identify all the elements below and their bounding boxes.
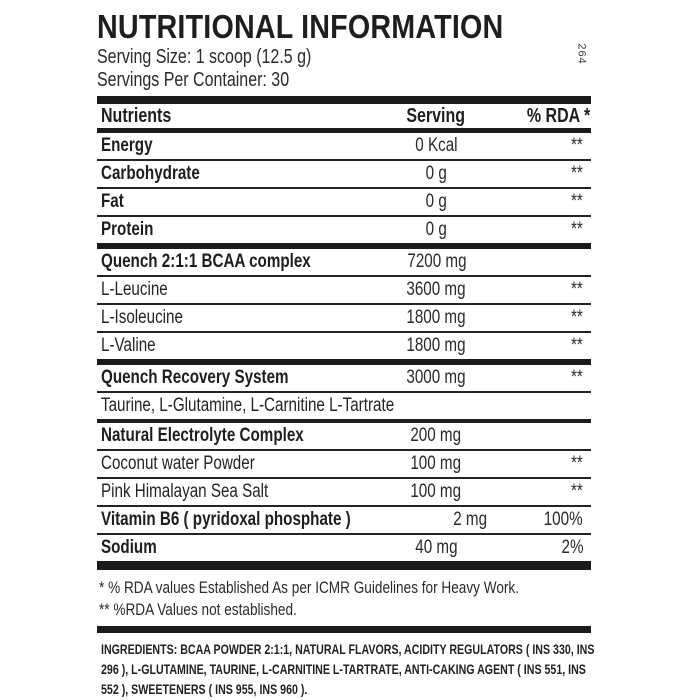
nutrient-name: L-Isoleucine: [101, 307, 183, 328]
nutrient-name: Carbohydrate: [101, 163, 200, 184]
serving-value: 0 g: [425, 191, 447, 212]
rda-value: **: [571, 367, 583, 388]
serving-value: 7200 mg: [407, 251, 468, 272]
serving-value: 0 g: [425, 219, 447, 240]
serving-size-label: Serving Size: 1 scoop (12.5 g): [97, 46, 312, 68]
rda-value: **: [571, 279, 583, 300]
nutrient-name: Sodium: [101, 537, 157, 558]
rda-value: **: [571, 219, 583, 240]
serving-value: 0 Kcal: [414, 135, 458, 156]
nutrient-name: Quench 2:1:1 BCAA complex: [101, 251, 311, 272]
serving-value: 1800 mg: [406, 307, 466, 328]
servings-per-container-text: [97, 69, 591, 92]
footnote-rda-established: * % RDA values Established As per ICMR Guidelines for Heavy Work.: [99, 578, 520, 597]
table-row: [97, 305, 591, 333]
servings-per-container-label: Servings Per Container: 30: [97, 69, 290, 91]
serving-value: 3000 mg: [406, 367, 466, 388]
serving-value: 100 mg: [410, 453, 462, 474]
nutrient-name: Pink Himalayan Sea Salt: [101, 481, 269, 502]
nutrient-name: L-Leucine: [101, 279, 168, 300]
nutrient-name: Fat: [101, 191, 124, 212]
label-title: NUTRITIONAL INFORMATION: [97, 8, 504, 45]
rda-value: **: [571, 453, 583, 474]
serving-value: 0 g: [425, 163, 447, 184]
serving-value: 100 mg: [410, 481, 462, 502]
table-row: [97, 277, 591, 305]
serving-value: 1800 mg: [406, 335, 466, 356]
table-row: [97, 423, 591, 451]
table-row: [97, 365, 591, 393]
serving-value: 200 mg: [410, 425, 462, 446]
table-row: [97, 249, 591, 277]
col-header-rda: % RDA *: [526, 104, 591, 127]
rda-value: **: [571, 335, 583, 356]
col-header-serving: Serving: [406, 104, 466, 127]
nutrient-name: Energy: [101, 135, 153, 156]
nutrient-name: Coconut water Powder: [101, 453, 255, 474]
nutrition-table: [97, 96, 591, 570]
table-header-row: [97, 104, 591, 133]
nutrition-label: [97, 8, 595, 699]
serving-value: 3600 mg: [406, 279, 466, 300]
table-row: [97, 333, 591, 365]
table-row: [97, 479, 591, 507]
table-row: [97, 507, 591, 535]
serving-size-text: [97, 46, 591, 69]
table-row: [97, 189, 591, 217]
ingredients-text: INGREDIENTS: BCAA POWDER 2:1:1, NATURAL FLAVORS, ACIDITY REGULATORS ( INS 330, INS 296 ), L-GLUTAMINE, TAURINE, L-CARNITINE L-TARTRATE, ANTI-CAKING AGENT ( INS 551, INS 552 ), SWEETENERS ( INS 955, INS 960 ).: [101, 641, 595, 697]
table-row: [97, 535, 591, 561]
footnotes: [97, 577, 591, 621]
rda-value: **: [571, 481, 583, 502]
rda-value: **: [571, 191, 583, 212]
nutrient-name: Natural Electrolyte Complex: [101, 425, 304, 446]
nutrient-name: Protein: [101, 219, 154, 240]
ingredients-divider: [97, 626, 591, 633]
ingredients-section: [97, 639, 595, 699]
side-code: 264: [575, 43, 588, 65]
nutrient-name: Vitamin B6 ( pyridoxal phosphate ): [101, 509, 351, 530]
col-header-nutrients: Nutrients: [101, 104, 172, 127]
table-body: [97, 133, 591, 561]
rda-value: **: [571, 135, 583, 156]
serving-value: 2 mg: [453, 509, 488, 530]
nutrient-name: Quench Recovery System: [101, 367, 289, 388]
rda-value: **: [571, 163, 583, 184]
rda-value: **: [571, 307, 583, 328]
table-row: [97, 393, 591, 423]
rda-value: 100%: [544, 509, 583, 530]
table-row: [97, 451, 591, 479]
table-row: [97, 133, 591, 161]
table-row: [97, 217, 591, 249]
nutrient-name: L-Valine: [101, 335, 156, 356]
nutrient-name: Taurine, L-Glutamine, L-Carnitine L-Tartrate: [101, 395, 395, 416]
rda-value: 2%: [561, 537, 583, 558]
table-row: [97, 161, 591, 189]
serving-value: 40 mg: [414, 537, 458, 558]
footnote-rda-not-established: ** %RDA Values not established.: [99, 600, 297, 619]
